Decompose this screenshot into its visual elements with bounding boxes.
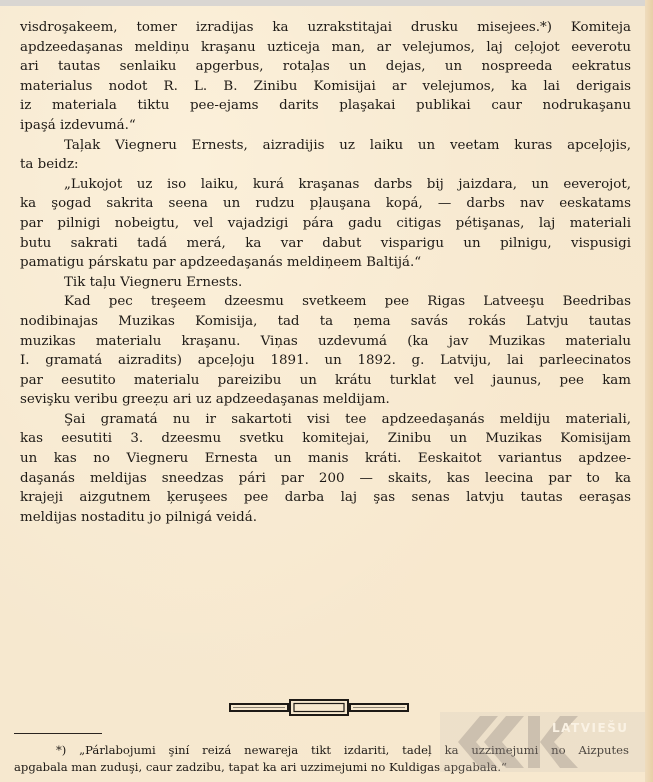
text-line: un kas no Viegneru Ernesta un manis kráti. Eeskaitot variantus apdzee-: [20, 451, 631, 467]
text-line: iz materiala tiktu pee-ejams darits plaşakai publikai caur nodrukaşanu: [20, 98, 631, 114]
text-line: sevişku veribu greeẓu ari uz apdzeedaşanas meldijam.: [20, 392, 390, 408]
text-line: krajeji aizgutnem ķeruşees pee darba laj şas senas latvju tautas eeraşas: [20, 490, 631, 506]
text-line: ka şogad sakrita seena un rudzu pļauşana kopá, — darbs nav eeskatams: [20, 196, 631, 212]
paragraph-5: [20, 292, 631, 410]
text-line: butu sakrati tadá merá, ka var dabut visparigu un pilnigu, vispusigi: [20, 235, 631, 251]
body-text: [20, 18, 631, 527]
footnote-line: *) „Párlabojumi şiní reizá newareja tikt izdariti, tadeļ ka uzzimejumi no Aizputes: [56, 743, 629, 757]
text-line: I. gramatá aizradits) apceļoju 1891. un 1892. g. Latviju, lai parleecinatos: [20, 353, 631, 369]
paragraph-2: [20, 136, 631, 175]
text-line: nodibinajas Muzikas Komisija, tad ta ņema savás rokás Latvju tautas: [20, 313, 631, 329]
footnote: [14, 742, 629, 775]
watermark-text: LATVIEŠU: [552, 721, 629, 735]
text-line: visdroşakeem, tomer izradijas ka uzrakstitajai drusku misejees.*) Komiteja: [20, 20, 631, 35]
text-line: Tik taļu Viegneru Ernests.: [64, 274, 243, 290]
text-line: ta beidz:: [20, 157, 79, 173]
book-page: [0, 6, 645, 782]
footnote-separator: [14, 733, 102, 734]
section-divider-ornament: [229, 699, 421, 717]
paragraph-1: [20, 18, 631, 136]
text-line: apdzeedaşanas meldiņu kraşanu uzticeja man, ar velejumos, laj ceļojot eeverotu: [20, 39, 631, 55]
text-line: daşanás meldijas sneedzas pári par 200 — skaits, kas leecina par to ka: [20, 470, 631, 486]
text-line: ari tautas senlaiku apgerbus, rotaļas un dejas, un nospreeda eekratus: [20, 59, 631, 75]
scan-right-edge: [645, 0, 653, 782]
footnote-line: apgabala man zuduşi, caur zadzibu, tapat ka ari uzzimejumi no Kuldigas apgabala.“: [14, 759, 507, 774]
text-line: pamatigu párskatu par apdzeedaşanás meldiņeem Baltijá.“: [20, 255, 422, 271]
text-line: par eesutito materialu pareizibu un krátu turklat vel jaunus, pee kam: [20, 372, 631, 388]
text-line: „Lukojot uz iso laiku, kurá kraşanas darbs bij jaizdara, un eeverojot,: [64, 176, 631, 192]
text-line: materialus nodot R. L. B. Zinibu Komisijai ar velejumos, ka lai derigais: [20, 78, 631, 94]
text-line: meldijas nostaditu jo pilnigá veidá.: [20, 509, 257, 525]
paragraph-3-quote: [20, 175, 631, 273]
paragraph-4: [20, 273, 631, 293]
text-line: Taļak Viegneru Ernests, aizradijis uz laiku un veetam kuras apceļojis,: [64, 137, 631, 153]
text-line: muzikas materialu kraşanu. Viņas uzdevumá (ka jav Muzikas materialu: [20, 333, 631, 349]
text-line: ipaşá izdevumá.“: [20, 117, 136, 133]
text-line: Kad pec treşeem dzeesmu svetkeem pee Rigas Latveeşu Beedribas: [64, 294, 631, 310]
paragraph-6: [20, 410, 631, 528]
text-line: kas eesutiti 3. dzeesmu svetku komitejai, Zinibu un Muzikas Komisijam: [20, 431, 631, 447]
text-line: Şai gramatá nu ir sakartoti visi tee apdzeedaşanás meldiju materiali,: [64, 411, 631, 427]
text-line: par pilnigi nobeigtu, vel vajadzigi pára gadu citigas pétişanas, laj materiali: [20, 215, 631, 231]
